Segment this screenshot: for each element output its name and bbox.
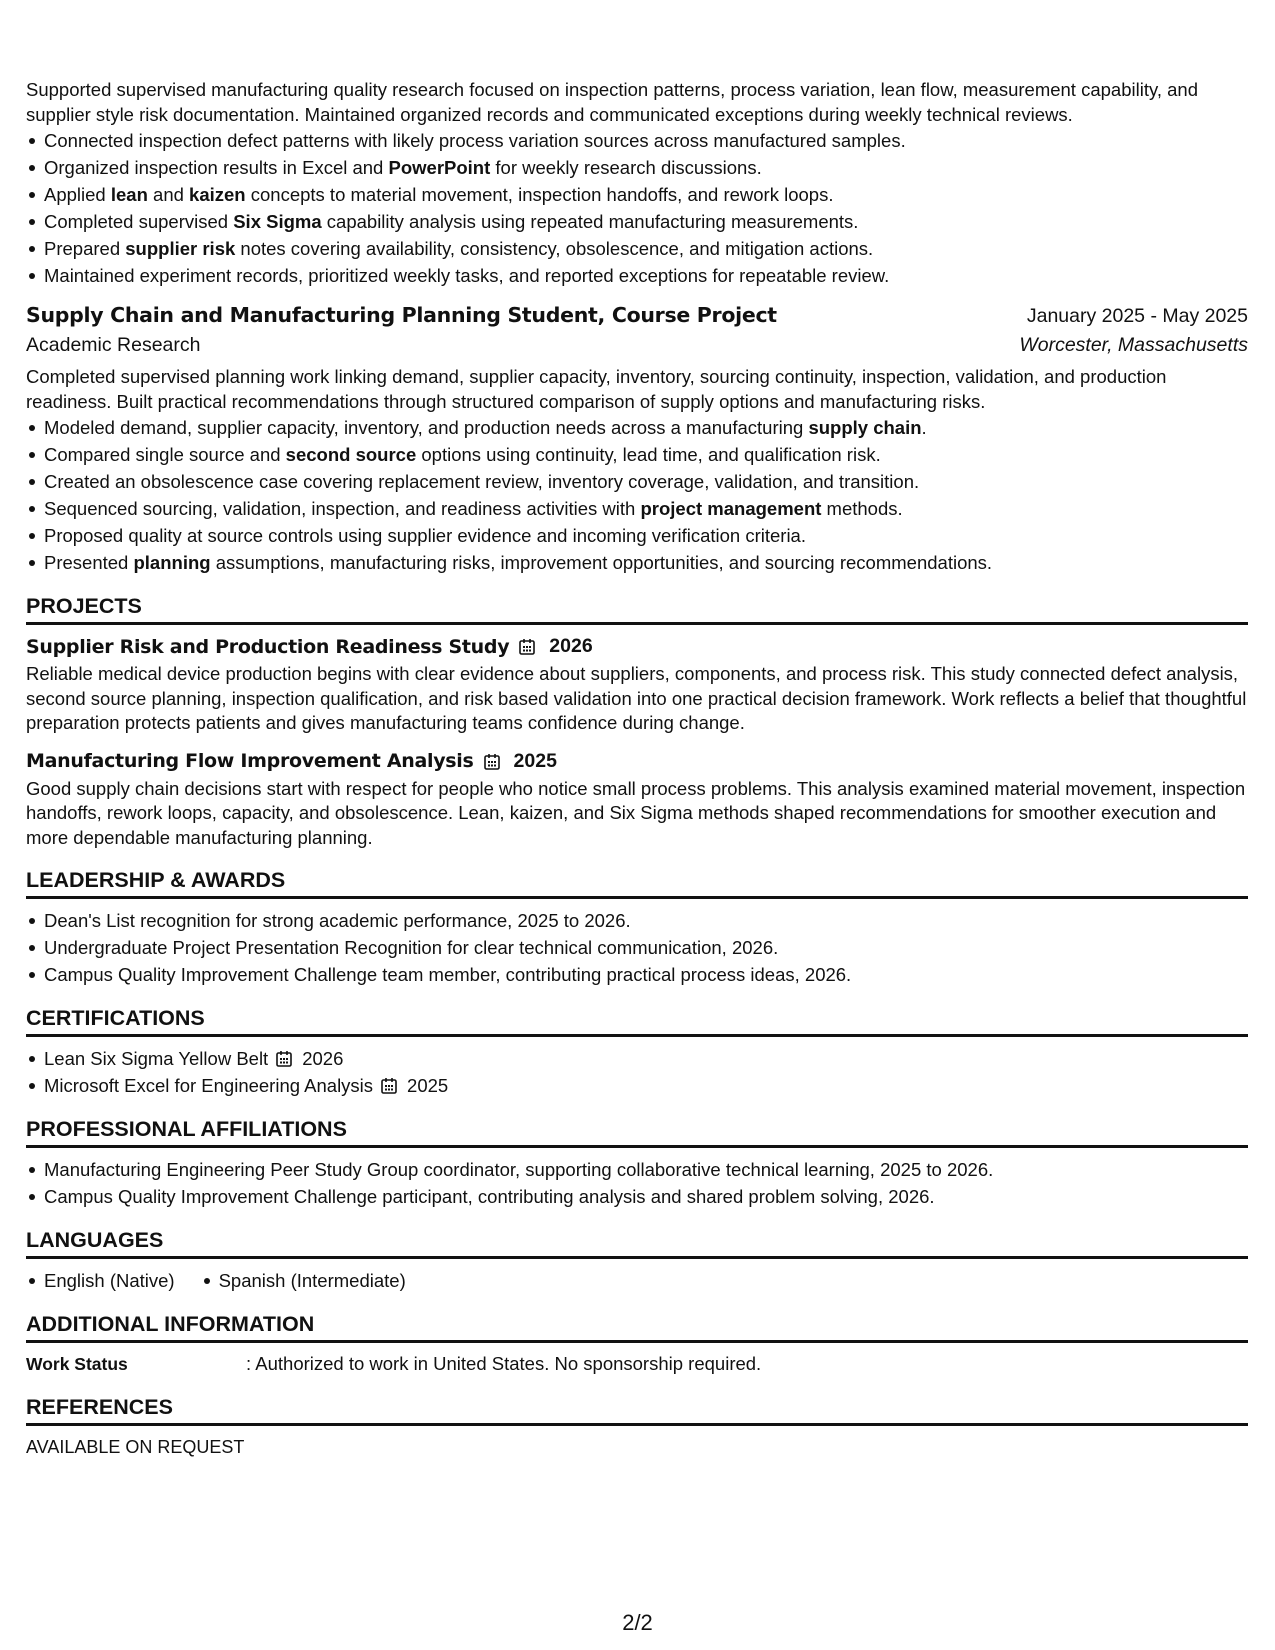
- list-item: [44, 1045, 1248, 1072]
- project-header: [26, 750, 1248, 773]
- certification-name: Lean Six Sigma Yellow Belt: [44, 1048, 269, 1069]
- list-item: Completed supervised Six Sigma capability analysis using repeated manufacturing measurements.: [44, 208, 1248, 235]
- project-year: 2026: [549, 635, 593, 657]
- project-description: Reliable medical device production begins with clear evidence about suppliers, components, and process risk. This study connected defect analysis, second source planning, inspection qualification, and risk based validation into one practical decision framework. Work reflects a belief that thoughtful preparation protects patients and gives manufacturing teams confidence during change.: [26, 663, 1247, 733]
- certification-name: Microsoft Excel for Engineering Analysis: [44, 1075, 374, 1096]
- section-heading-projects: PROJECTS: [26, 594, 1248, 625]
- language-item: English (Native): [44, 1267, 175, 1294]
- certifications-list: [26, 1045, 1248, 1099]
- calendar-icon: [484, 753, 500, 770]
- calendar-icon: [519, 638, 535, 655]
- list-item: Organized inspection results in Excel and PowerPoint for weekly research discussions.: [44, 154, 1248, 181]
- info-row: [26, 1351, 1248, 1377]
- project-title: Supplier Risk and Production Readiness Study: [26, 635, 510, 658]
- certification-year: 2025: [407, 1075, 449, 1096]
- job-organization: Academic Research: [26, 334, 201, 356]
- list-item: Undergraduate Project Presentation Recognition for clear technical communication, 2026.: [44, 934, 1248, 961]
- list-item: Campus Quality Improvement Challenge team member, contributing practical process ideas, 2026.: [44, 961, 1248, 988]
- languages-list: [26, 1267, 1248, 1294]
- calendar-icon: [381, 1077, 397, 1094]
- info-key: Work Status: [26, 1354, 128, 1374]
- page-number: 2/2: [622, 1610, 653, 1635]
- list-item: Presented planning assumptions, manufacturing risks, improvement opportunities, and sourcing recommendations.: [44, 549, 1248, 576]
- list-item: Applied lean and kaizen concepts to material movement, inspection handoffs, and rework loops.: [44, 181, 1248, 208]
- project-header: [26, 635, 1248, 658]
- role-summary: Supported supervised manufacturing quality research focused on inspection patterns, process variation, lean flow, measurement capability, and supplier style risk documentation. Maintained organized records and communicated exceptions during weekly technical reviews.: [26, 79, 1198, 125]
- section-heading-certifications: CERTIFICATIONS: [26, 1006, 1248, 1037]
- job-location: Worcester, Massachusetts: [1019, 334, 1248, 356]
- leadership-list: [26, 907, 1248, 988]
- section-heading-additional-info: ADDITIONAL INFORMATION: [26, 1312, 1248, 1343]
- job-subheader: [26, 334, 1248, 357]
- list-item: Modeled demand, supplier capacity, inventory, and production needs across a manufacturing supply chain.: [44, 414, 1248, 441]
- job-dates: January 2025 - May 2025: [1026, 305, 1248, 327]
- project-description: Good supply chain decisions start with respect for people who notice small process problems. This analysis examined material movement, inspection handoffs, rework loops, capacity, and obsolescence. Lean, kaizen, and Six Sigma methods shaped recommendations for smoother execution and more dependable manufacturing planning.: [26, 777, 1246, 848]
- certification-year: 2026: [302, 1048, 344, 1069]
- list-item: Compared single source and second source options using continuity, lead time, and qualification risk.: [44, 441, 1248, 468]
- info-value: : Authorized to work in United States. No sponsorship required.: [246, 1353, 762, 1374]
- role-bullets: [26, 127, 1248, 289]
- section-heading-languages: LANGUAGES: [26, 1228, 1248, 1259]
- references-text: AVAILABLE ON REQUEST: [26, 1437, 245, 1457]
- list-item: Prepared supplier risk notes covering availability, consistency, obsolescence, and mitigation actions.: [44, 235, 1248, 262]
- list-item: Campus Quality Improvement Challenge participant, contributing analysis and shared problem solving, 2026.: [44, 1183, 1248, 1210]
- affiliations-list: [26, 1156, 1248, 1210]
- list-item: Created an obsolescence case covering replacement review, inventory coverage, validation, and transition.: [44, 468, 1248, 495]
- job-title: Supply Chain and Manufacturing Planning Student, Course Project: [26, 303, 777, 327]
- list-item: Maintained experiment records, prioritized weekly tasks, and reported exceptions for repeatable review.: [44, 262, 1248, 289]
- section-heading-leadership: LEADERSHIP & AWARDS: [26, 868, 1248, 899]
- section-heading-references: REFERENCES: [26, 1395, 1248, 1426]
- resume-page: [26, 78, 1248, 1460]
- list-item: Connected inspection defect patterns with likely process variation sources across manufactured samples.: [44, 127, 1248, 154]
- project-year: 2025: [513, 749, 557, 772]
- job-bullets: [26, 414, 1248, 576]
- project-title: Manufacturing Flow Improvement Analysis: [26, 750, 474, 772]
- section-heading-affiliations: PROFESSIONAL AFFILIATIONS: [26, 1117, 1248, 1148]
- list-item: Manufacturing Engineering Peer Study Group coordinator, supporting collaborative technical learning, 2025 to 2026.: [44, 1156, 1248, 1183]
- list-item: Sequenced sourcing, validation, inspection, and readiness activities with project management methods.: [44, 495, 1248, 522]
- job-summary: Completed supervised planning work linking demand, supplier capacity, inventory, sourcing continuity, inspection, validation, and production readiness. Built practical recommendations through structured comparison of supply options and manufacturing risks.: [26, 366, 1167, 412]
- list-item: [44, 1072, 1248, 1099]
- language-item: Spanish (Intermediate): [219, 1267, 406, 1294]
- list-item: Dean's List recognition for strong academic performance, 2025 to 2026.: [44, 907, 1248, 934]
- calendar-icon: [276, 1050, 292, 1067]
- job-header: [26, 303, 1248, 328]
- list-item: Proposed quality at source controls using supplier evidence and incoming verification criteria.: [44, 522, 1248, 549]
